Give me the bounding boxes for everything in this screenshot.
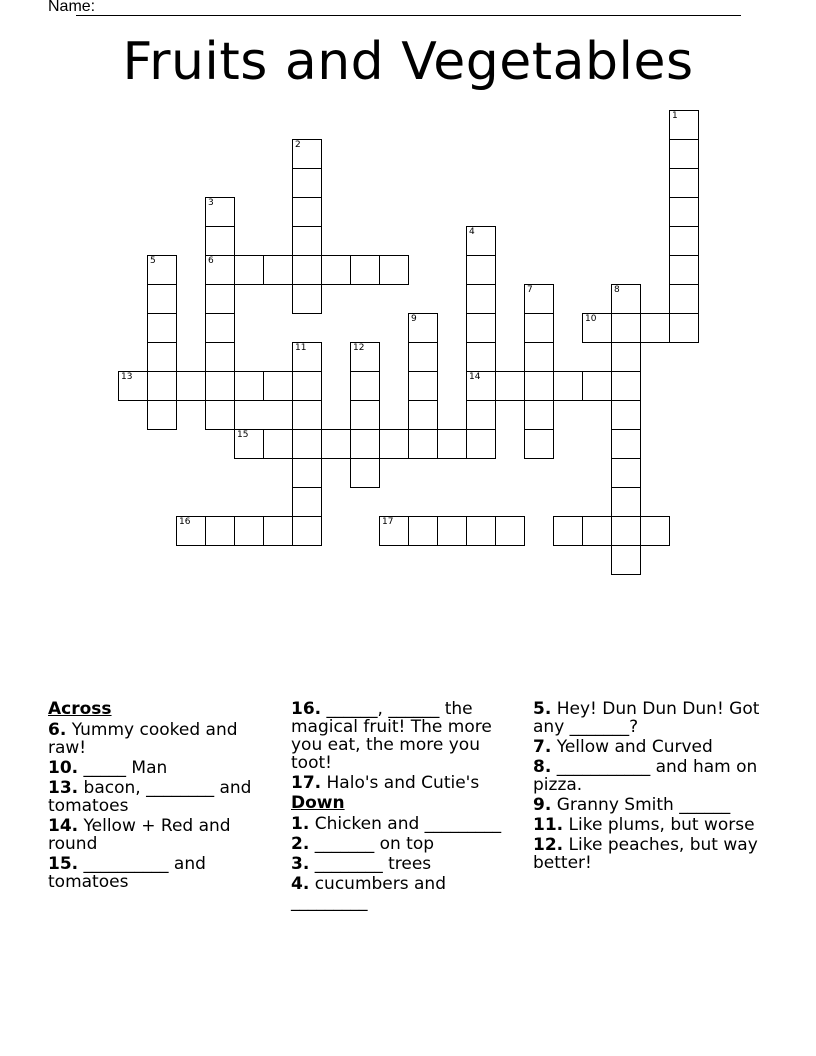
clue [291, 855, 521, 873]
clue-text: Like peaches, but way better! [533, 835, 758, 873]
grid-cell[interactable] [147, 313, 177, 343]
clue-text: Granny Smith ______ [551, 795, 731, 815]
grid-cell[interactable] [408, 429, 438, 459]
clue-number: 13. [48, 778, 79, 798]
cell-number: 10 [585, 314, 597, 324]
clue-text: Like plums, but worse [563, 815, 755, 835]
clue [48, 721, 278, 757]
clue-text: __________ and tomatoes [48, 854, 206, 892]
clue [291, 875, 521, 911]
clue-number: 12. [533, 835, 564, 855]
clue-text: ___________ and ham on pizza. [533, 757, 758, 795]
grid-cell[interactable] [176, 371, 206, 401]
clue [533, 700, 763, 736]
grid-cell[interactable] [292, 255, 322, 285]
grid-cell[interactable] [350, 429, 380, 459]
clue-text: Yellow + Red and round [48, 816, 231, 854]
clue-text: _____ Man [78, 758, 168, 778]
grid-cell[interactable] [292, 226, 322, 256]
grid-cell[interactable] [611, 487, 641, 517]
clue [48, 817, 278, 853]
grid-cell[interactable] [611, 313, 641, 343]
clue-column-1 [48, 700, 278, 893]
grid-cell[interactable] [524, 429, 554, 459]
grid-cell[interactable] [292, 400, 322, 430]
cell-number: 14 [469, 372, 481, 382]
clue-number: 17. [291, 773, 322, 793]
puzzle-title: Fruits and Vegetables [122, 32, 694, 92]
grid-cell[interactable] [611, 400, 641, 430]
grid-cell[interactable] [205, 371, 235, 401]
clue [48, 759, 278, 777]
grid-cell[interactable] [408, 400, 438, 430]
clue-text: ________ trees [309, 854, 432, 874]
cell-number: 13 [121, 372, 133, 382]
clue-number: 2. [291, 834, 310, 854]
down-heading: Down [291, 793, 345, 813]
grid-cell[interactable] [553, 371, 583, 401]
clue [291, 835, 521, 853]
cell-number: 15 [237, 430, 249, 440]
grid-cell[interactable] [408, 516, 438, 546]
grid-cell[interactable] [437, 516, 467, 546]
grid-cell[interactable] [292, 429, 322, 459]
clue-number: 7. [533, 737, 552, 757]
cell-number: 1 [672, 111, 678, 121]
cell-number: 11 [295, 343, 307, 353]
grid-cell[interactable] [205, 284, 235, 314]
grid-cell[interactable] [147, 371, 177, 401]
clue [533, 836, 763, 872]
grid-cell[interactable] [147, 342, 177, 372]
grid-cell[interactable] [669, 168, 699, 198]
clue-column-2 [291, 700, 521, 913]
grid-cell[interactable] [669, 313, 699, 343]
grid-cell[interactable] [292, 487, 322, 517]
grid-cell[interactable] [437, 429, 467, 459]
grid-cell[interactable] [466, 255, 496, 285]
grid-cell[interactable] [350, 400, 380, 430]
across-heading: Across [48, 699, 112, 719]
cell-number: 4 [469, 227, 475, 237]
grid-cell[interactable] [524, 400, 554, 430]
grid-cell[interactable] [147, 400, 177, 430]
clue-text: _______ on top [309, 834, 435, 854]
clue [533, 758, 763, 794]
clue-number: 10. [48, 758, 79, 778]
grid-cell[interactable] [582, 516, 612, 546]
clue-number: 5. [533, 699, 552, 719]
grid-cell[interactable] [205, 313, 235, 343]
clue [533, 796, 763, 814]
grid-cell[interactable] [495, 371, 525, 401]
grid-cell[interactable] [611, 516, 641, 546]
cell-number: 5 [150, 256, 156, 266]
grid-cell[interactable] [669, 255, 699, 285]
clue-number: 11. [533, 815, 564, 835]
grid-cell[interactable] [611, 545, 641, 575]
grid-cell[interactable] [466, 400, 496, 430]
clue-text: Chicken and _________ [309, 814, 502, 834]
clue [291, 815, 521, 833]
grid-cell[interactable] [263, 255, 293, 285]
clue [48, 855, 278, 891]
grid-cell[interactable] [379, 255, 409, 285]
cell-number: 9 [411, 314, 417, 324]
grid-cell[interactable] [466, 516, 496, 546]
clue-number: 8. [533, 757, 552, 777]
grid-cell[interactable] [205, 400, 235, 430]
clue-text: Hey! Dun Dun Dun! Got any _______? [533, 699, 760, 737]
grid-cell[interactable] [292, 371, 322, 401]
name-label: Name: [48, 0, 96, 15]
cell-number: 6 [208, 256, 214, 266]
cell-number: 3 [208, 198, 214, 208]
grid-cell[interactable] [205, 342, 235, 372]
grid-cell[interactable] [524, 313, 554, 343]
cell-number: 8 [614, 285, 620, 295]
grid-cell[interactable] [350, 255, 380, 285]
clue-number: 3. [291, 854, 310, 874]
cell-number: 17 [382, 517, 394, 527]
grid-cell[interactable] [321, 429, 351, 459]
cell-number: 12 [353, 343, 365, 353]
grid-cell[interactable] [495, 516, 525, 546]
grid-cell[interactable] [350, 371, 380, 401]
grid-cell[interactable] [669, 197, 699, 227]
cell-number: 2 [295, 140, 301, 150]
grid-cell[interactable] [292, 197, 322, 227]
grid-cell[interactable] [611, 371, 641, 401]
clue-text: bacon, ________ and tomatoes [48, 778, 252, 816]
clue [533, 738, 763, 756]
grid-cell[interactable] [553, 516, 583, 546]
grid-cell[interactable] [408, 371, 438, 401]
cell-number: 16 [179, 517, 191, 527]
grid-cell[interactable] [582, 371, 612, 401]
grid-cell[interactable] [640, 516, 670, 546]
grid-cell[interactable] [292, 458, 322, 488]
clue-text: cucumbers and _________ [291, 874, 446, 912]
grid-cell[interactable] [350, 458, 380, 488]
grid-cell[interactable] [292, 168, 322, 198]
grid-cell[interactable] [466, 313, 496, 343]
clue [533, 816, 763, 834]
grid-cell[interactable] [524, 342, 554, 372]
grid-cell[interactable] [234, 255, 264, 285]
grid-cell[interactable] [466, 342, 496, 372]
grid-cell[interactable] [234, 516, 264, 546]
clue-number: 4. [291, 874, 310, 894]
grid-cell[interactable] [263, 429, 293, 459]
clue-number: 14. [48, 816, 79, 836]
grid-cell[interactable] [147, 284, 177, 314]
grid-cell[interactable] [205, 516, 235, 546]
grid-cell[interactable] [379, 429, 409, 459]
clue-number: 16. [291, 699, 322, 719]
cell-number: 7 [527, 285, 533, 295]
clue-text: Yellow and Curved [551, 737, 713, 757]
clue [291, 774, 521, 792]
grid-cell[interactable] [466, 284, 496, 314]
clue-column-3 [533, 700, 763, 874]
grid-cell[interactable] [524, 371, 554, 401]
grid-cell[interactable] [263, 516, 293, 546]
clue-number: 1. [291, 814, 310, 834]
clue-number: 15. [48, 854, 79, 874]
grid-cell[interactable] [669, 139, 699, 169]
grid-cell[interactable] [292, 516, 322, 546]
clue-text: Halo's and Cutie's [321, 773, 480, 793]
grid-cell[interactable] [669, 226, 699, 256]
grid-cell[interactable] [408, 342, 438, 372]
grid-cell[interactable] [292, 284, 322, 314]
clue-number: 6. [48, 720, 67, 740]
grid-cell[interactable] [321, 255, 351, 285]
grid-cell[interactable] [611, 458, 641, 488]
grid-cell[interactable] [263, 371, 293, 401]
grid-cell[interactable] [611, 429, 641, 459]
grid-cell[interactable] [466, 429, 496, 459]
grid-cell[interactable] [611, 342, 641, 372]
clue [291, 700, 521, 772]
grid-cell[interactable] [205, 226, 235, 256]
clue [48, 779, 278, 815]
clue-number: 9. [533, 795, 552, 815]
clue-text: ______, ______ the magical fruit! The more you eat, the more you toot! [291, 699, 492, 773]
grid-cell[interactable] [640, 313, 670, 343]
grid-cell[interactable] [669, 284, 699, 314]
grid-cell[interactable] [234, 371, 264, 401]
clue-text: Yummy cooked and raw! [48, 720, 238, 758]
